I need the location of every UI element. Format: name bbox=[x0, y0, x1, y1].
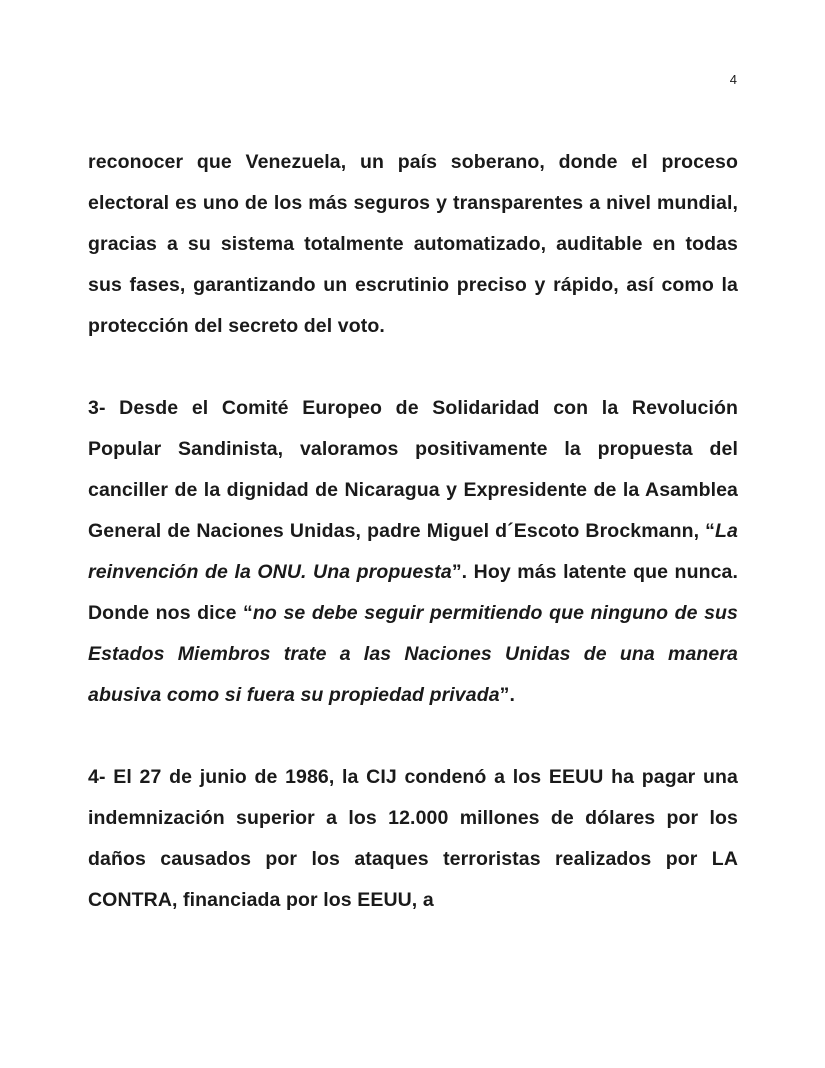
text-run: 3- Desde el Comité Europeo de Solidaridad con la Revolución Popular Sandinista, valoramos positivamente la propuesta del canciller de la dignidad de Nicaragua y Expresidente de la Asamblea General de Naciones Unidas, padre Miguel d´Escoto Brockmann, “ bbox=[88, 397, 738, 542]
text-run: ”. bbox=[499, 684, 516, 706]
text-run-italic: La reinvención de la ONU. Una propuesta bbox=[88, 520, 738, 583]
text-run: reconocer que Venezuela, un país soberano, donde el proceso electoral es uno de los más seguros y transparentes a nivel mundial, gracias a su sistema totalmente automatizado, auditable en todas sus fases, garantizando un escrutinio preciso y rápido, así como la protección del secreto del voto. bbox=[88, 151, 738, 337]
document-body bbox=[88, 142, 738, 921]
paragraph-para-1 bbox=[88, 142, 738, 347]
text-run-italic: no se debe seguir permitiendo que ninguno de sus Estados Miembros trate a las Naciones Unidas de una manera abusiva como si fuera su propiedad privada bbox=[88, 602, 738, 706]
text-run: ”. Hoy más latente que nunca. Donde nos dice “ bbox=[88, 561, 738, 624]
paragraph-para-2 bbox=[88, 388, 738, 716]
page-number: 4 bbox=[729, 72, 737, 87]
text-run: 4- El 27 de junio de 1986, la CIJ condenó a los EEUU ha pagar una indemnización superior a los 12.000 millones de dólares por los daños causados por los ataques terroristas realizados por LA CONTRA, financiada por los EEUU, a bbox=[88, 766, 738, 911]
paragraph-para-3 bbox=[88, 757, 738, 921]
